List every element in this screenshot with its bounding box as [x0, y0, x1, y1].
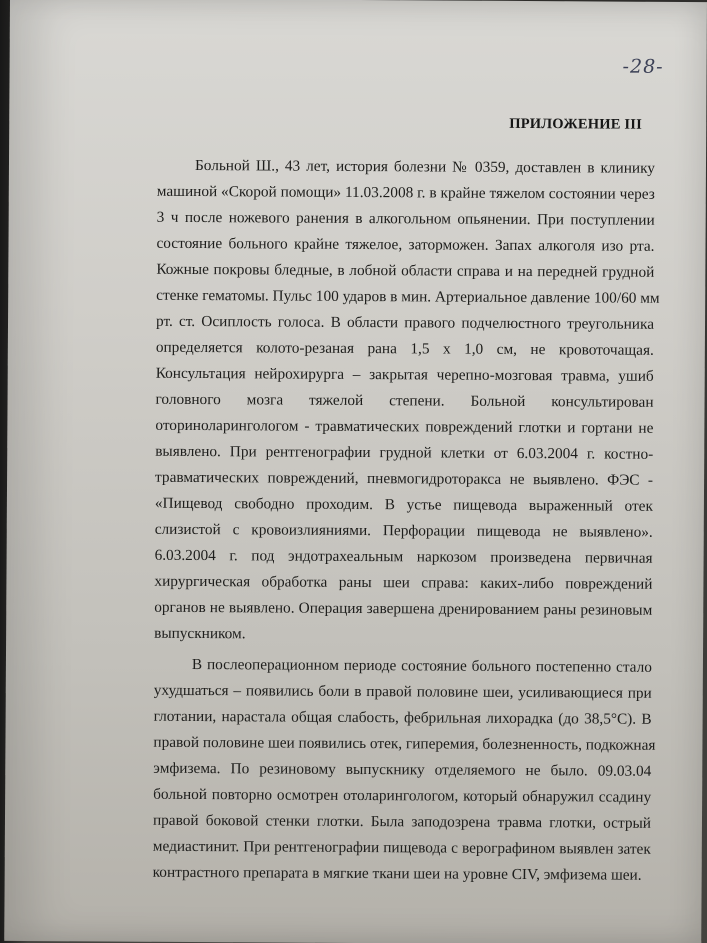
paragraph1-line: головного мозга тяжелой степени. Больной консультирован: [155, 390, 654, 411]
paragraph1-line: «Пищевод свободно проходим. В устье пищевода выраженный отек: [154, 494, 653, 515]
paragraph1-line: 6.03.2004 г. под эндотрахеальным наркозом произведена первичная: [154, 546, 653, 567]
paragraph1-line: состояние больного крайне тяжелое, заторможен. Запах алкоголя изо рта.: [156, 234, 655, 255]
paragraph1-line: 3 ч после ножевого ранения в алкогольном опьянении. При поступлении: [156, 208, 655, 229]
paragraph2-line: больной повторно осмотрен отоларингологом, который обнаружил ссадину: [153, 785, 652, 806]
paragraph2-line: эмфизема. По резиновому выпускнику отделяемого не было. 09.03.04: [153, 759, 652, 780]
paragraph1-line: органов не выявлено. Операция завершена дренированием раны резиновым: [154, 598, 653, 619]
paragraph2-line: ухудшаться – появились боли в правой половине шеи, усиливающиеся при: [153, 681, 652, 702]
paper-sheet: [4, 0, 707, 943]
paragraph1-line: оториноларингологом - травматических повреждений глотки и гортани не: [155, 416, 654, 437]
paragraph1-line: Консультация нейрохирурга – закрытая черепно-мозговая травма, ушиб: [155, 364, 654, 385]
paragraph1-line: определяется колото-резаная рана 1,5 х 1,0 см, не кровоточащая.: [155, 338, 654, 359]
paragraph1-line: стенке гематомы. Пульс 100 ударов в мин. Артериальное давление 100/60 мм: [156, 286, 660, 307]
paragraph2-line: контрастного препарата в мягкие ткани шеи на уровне CIV, эмфизема шеи.: [152, 863, 642, 884]
paragraph1-line: хирургическая обработка раны шеи справа: каких-либо повреждений: [154, 572, 653, 593]
paragraph2-line: правой боковой стенки глотки. Была заподозрена травма глотки, острый: [152, 811, 652, 832]
paragraph1-line: рт. ст. Осиплость голоса. В области правого подчелюстного треугольника: [155, 312, 655, 333]
paragraph1-line: слизистой с кровоизлияниями. Перфорации пищевода не выявлено».: [154, 520, 653, 541]
paragraph2-line: В послеоперационном периоде состояние больного постепенно стало: [191, 655, 652, 676]
paragraph1-line: Больной Ш., 43 лет, история болезни № 0359, доставлен в клинику: [194, 157, 656, 177]
paragraph1-line: выявлено. При рентгенографии грудной клетки от 6.03.2004 г. костно-: [155, 442, 654, 463]
page-number: -28-: [622, 55, 664, 78]
paragraph1-line: травматических повреждений, пневмогидроторакса не выявлено. ФЭС -: [155, 468, 654, 489]
paragraph2-line: правой половине шеи появились отек, гиперемия, болезненность, подкожная: [153, 733, 656, 754]
paragraph1-line: машиной «Скорой помощи» 11.03.2008 г. в крайне тяжелом состоянии через: [156, 182, 655, 203]
paragraph2-line: медиастинит. При рентгенографии пищевода с верографином выявлен затек: [152, 837, 651, 858]
appendix-heading: ПРИЛОЖЕНИЕ III: [509, 115, 643, 133]
paragraph2-line: глотании, нарастала общая слабость, фебрильная лихорадка (до 38,5°С). В: [153, 707, 652, 728]
paragraph1-line: выпускником.: [154, 624, 246, 643]
paragraph1-line: Кожные покровы бледные, в лобной области справа и на передней грудной: [156, 260, 655, 281]
